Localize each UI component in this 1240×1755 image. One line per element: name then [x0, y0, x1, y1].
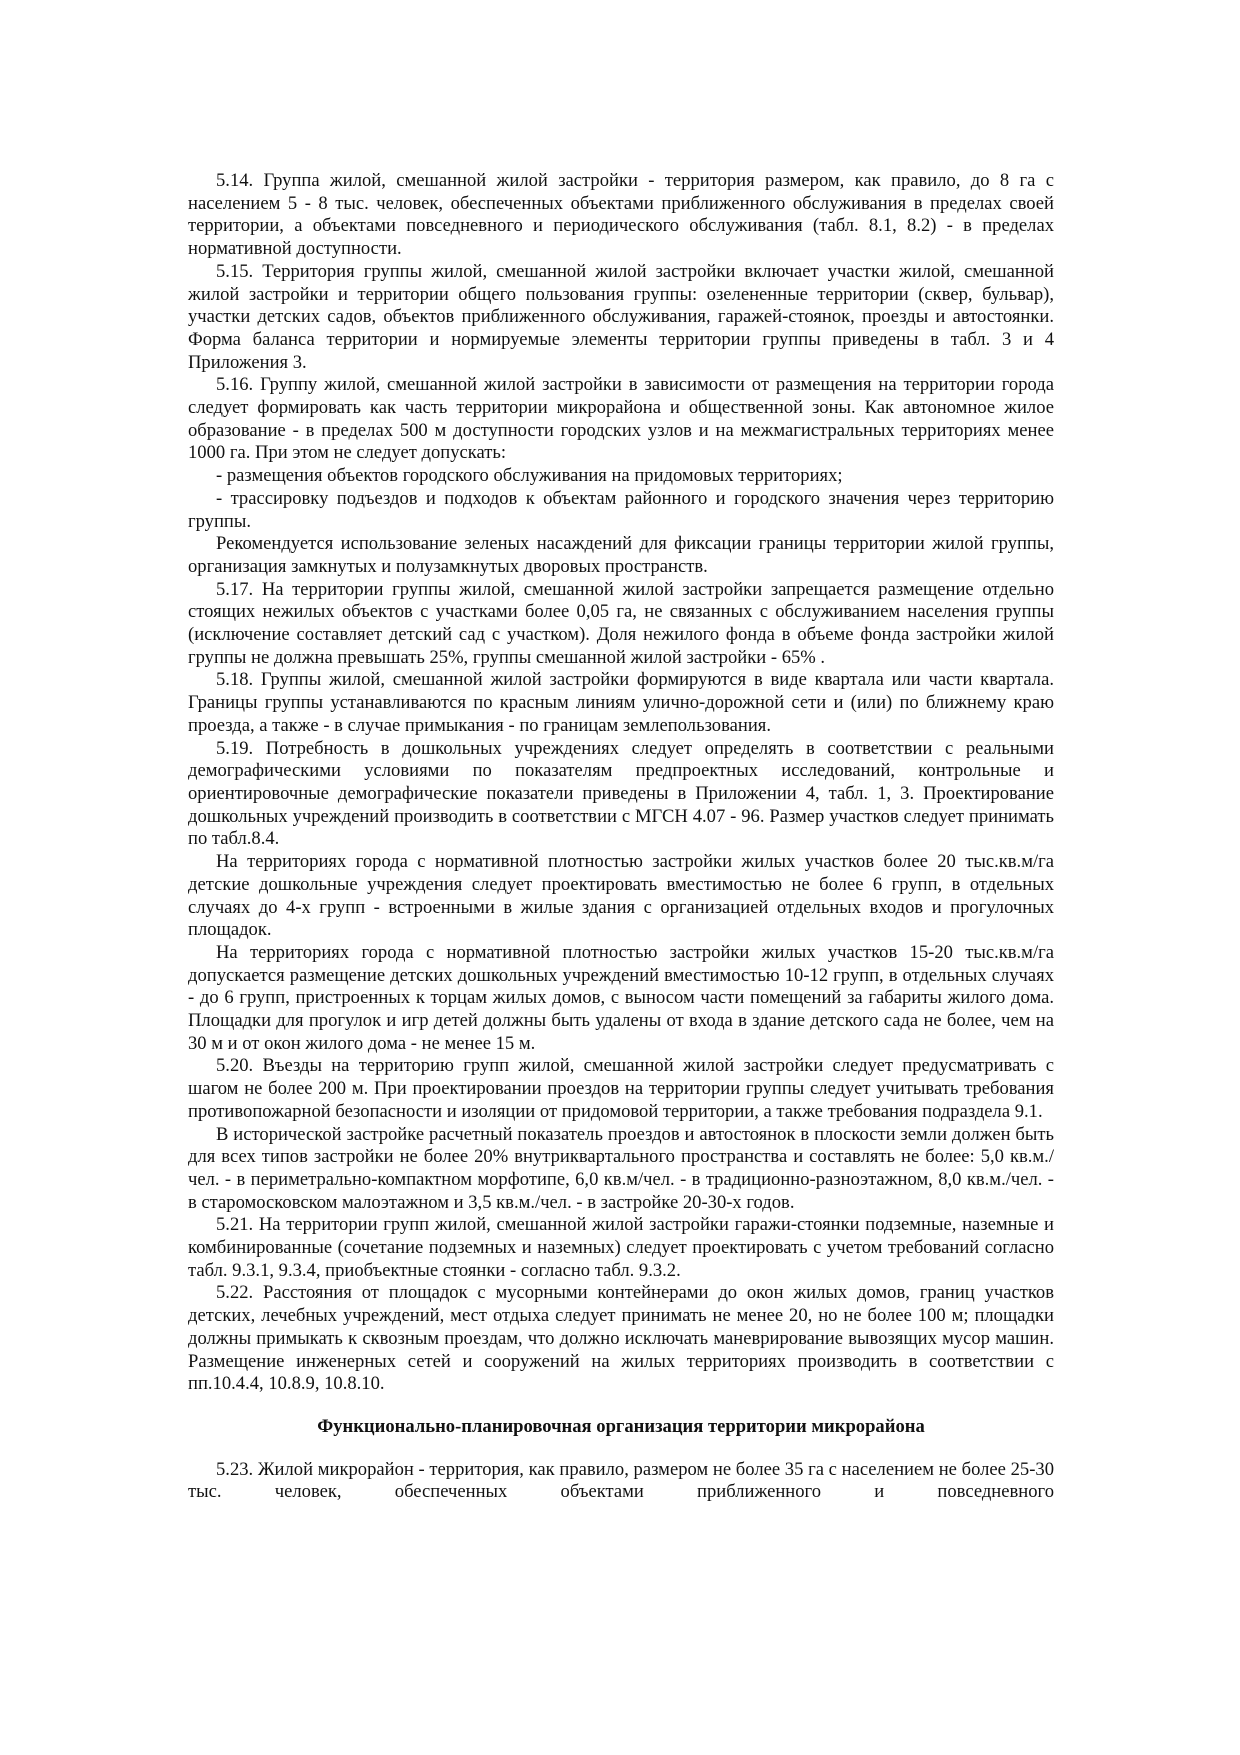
paragraph-5-23: 5.23. Жилой микрорайон - территория, как правило, размером не более 35 га с населением не более 25-30 тыс. человек, обеспеченных объектами приближенного и повседневного [188, 1458, 1054, 1503]
paragraph-recommendation: Рекомендуется использование зеленых насаждений для фиксации границы территории жилой группы, организация замкнутых и полузамкнутых дворовых пространств. [188, 533, 1054, 577]
paragraph-5-22: 5.22. Расстояния от площадок с мусорными контейнерами до окон жилых домов, границ участков детских, лечебных учреждений, мест отдыха следует принимать не менее 20, но не более 100 м; площадки должны примыкать к сквозным проездам, что должно исключать маневрирование вывозящих мусор машин. Размещение инженерных сетей и сооружений на жилых территориях производить в соответствии с пп.10.4.4, 10.8.9, 10.8.10. [188, 1282, 1054, 1395]
paragraph-density-20: На территориях города с нормативной плотностью застройки жилых участков более 20 тыс.кв.м/га детские дошкольные учреждения следует проектировать вместимостью не более 6 групп, в отдельных случаях до 4-х групп - встроенными в жилые здания с организацией отдельных входов и прогулочных площадок. [188, 851, 1054, 941]
paragraph-5-14: 5.14. Группа жилой, смешанной жилой застройки - территория размером, как правило, до 8 га с населением 5 - 8 тыс. человек, обеспеченных объектами приближенного обслуживания в пределах своей территории, а объектами повседневного и периодического обслуживания (табл. 8.1, 8.2) - в пределах нормативной доступности. [188, 170, 1054, 260]
paragraph-5-16: 5.16. Группу жилой, смешанной жилой застройки в зависимости от размещения на территории города следует формировать как часть территории микрорайона и общественной зоны. Как автономное жилое образование - в пределах 500 м доступности городских узлов и на межмагистральных территориях менее 1000 га. При этом не следует допускать: [188, 374, 1054, 464]
paragraph-5-16-item-1: - размещения объектов городского обслуживания на придомовых территориях; [216, 465, 843, 487]
paragraph-5-20: 5.20. Въезды на территорию групп жилой, смешанной жилой застройки следует предусматривать с шагом не более 200 м. При проектировании проездов на территории группы следует учитывать требования противопожарной безопасности и изоляции от придомовой территории, а также требования подраздела 9.1. [188, 1055, 1054, 1122]
document-page [188, 170, 1054, 1504]
paragraph-5-16-item-2: - трассировку подъездов и подходов к объектам районного и городского значения через территорию группы. [188, 487, 1054, 532]
paragraph-density-15-20: На территориях города с нормативной плотностью застройки жилых участков 15-20 тыс.кв.м/га допускается размещение детских дошкольных учреждений вместимостью 10-12 групп, в отдельных случаях - до 6 групп, пристроенных к торцам жилых домов, с выносом части помещений за габариты жилого дома. Площадки для прогулок и игр детей должны быть удалены от входа в здание детского сада не более, чем на 30 м и от окон жилого дома - не менее 15 м. [188, 941, 1054, 1054]
paragraph-5-19: 5.19. Потребность в дошкольных учреждениях следует определять в соответствии с реальными демографическими условиями по показателям предпроектных исследований, контрольные и ориентировочные демографические показатели приведены в Приложении 4, табл. 1, 3. Проектирование дошкольных учреждений производить в соответствии с МГСН 4.07 - 96. Размер участков следует принимать по табл.8.4. [188, 737, 1054, 850]
paragraph-historic: В исторической застройке расчетный показатель проездов и автостоянок в плоскости земли должен быть для всех типов застройки не более 20% внутриквартального пространства и составлять не более: 5,0 кв.м./чел. - в периметрально-компактном морфотипе, 6,0 кв.м/чел. - в традиционно-разноэтажном, 8,0 кв.м./чел. - в старомосковском малоэтажном и 3,5 кв.м./чел. - в застройке 20-30-х годов. [188, 1123, 1054, 1213]
paragraph-5-18: 5.18. Группы жилой, смешанной жилой застройки формируются в виде квартала или части квартала. Границы группы устанавливаются по красным линиям улично-дорожной сети и (или) по ближнему краю проезда, а также - в случае примыкания - по границам землепользования. [188, 669, 1054, 736]
section-heading: Функционально-планировочная организация территории микрорайона [317, 1415, 925, 1437]
paragraph-5-15: 5.15. Территория группы жилой, смешанной жилой застройки включает участки жилой, смешанной жилой застройки и территории общего пользования группы: озелененные территории (сквер, бульвар), участки детских садов, объектов приближенного обслуживания, гаражей-стоянок, проезды и автостоянки. Форма баланса территории и нормируемые элементы территории группы приведены в табл. 3 и 4 Приложения 3. [188, 260, 1054, 373]
paragraph-5-21: 5.21. На территории групп жилой, смешанной жилой застройки гаражи-стоянки подземные, наземные и комбинированные (сочетание подземных и наземных) следует проектировать с учетом требований согласно табл. 9.3.1, 9.3.4, приобъектные стоянки - согласно табл. 9.3.2. [188, 1214, 1054, 1281]
paragraph-5-17: 5.17. На территории группы жилой, смешанной жилой застройки запрещается размещение отдельно стоящих нежилых объектов с участками более 0,05 га, не связанных с обслуживанием населения группы (исключение составляет детский сад с участком). Доля нежилого фонда в объеме фонда застройки жилой группы не должна превышать 25%, группы смешанной жилой застройки - 65% . [188, 578, 1054, 668]
